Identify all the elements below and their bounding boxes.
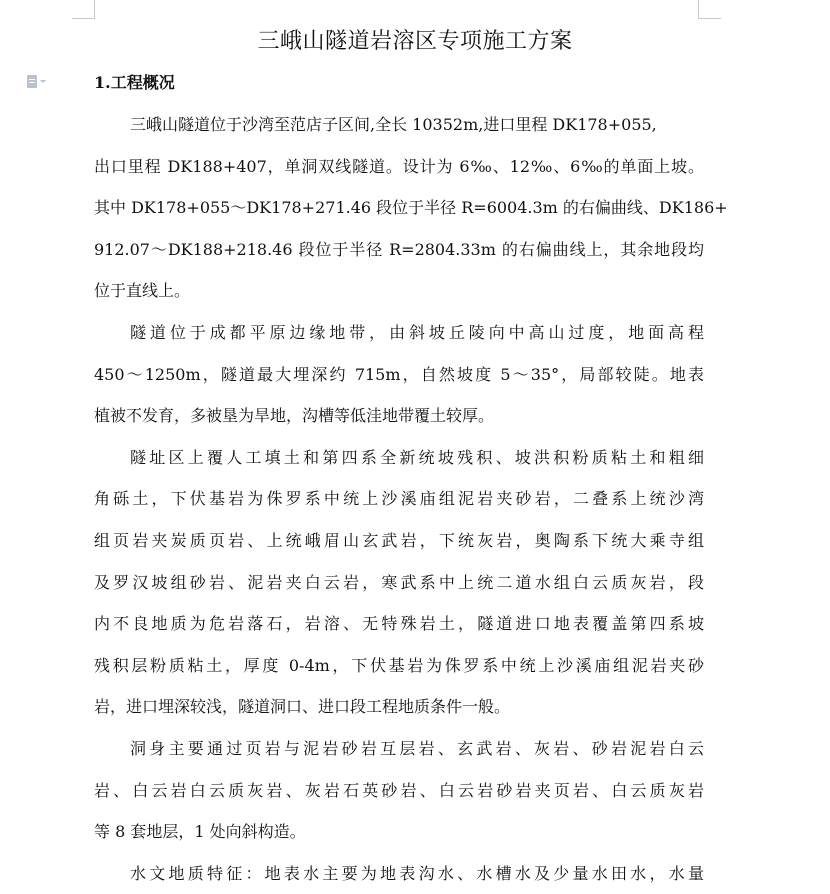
document-outline-icon[interactable] xyxy=(27,73,53,89)
text-line: 三峨山隧道位于沙湾至范店子区间,全长 10352m,进口里程 DK178+055, xyxy=(130,115,657,134)
chevron-down-icon xyxy=(40,80,46,83)
crop-mark-top-left xyxy=(72,0,95,19)
text-line: 位于直线上。 xyxy=(94,281,191,301)
text-line: 隧道位于成都平原边缘地带，由斜坡丘陵向中高山过度，地面高程 xyxy=(130,322,704,342)
text-line: 洞身主要通过页岩与泥岩砂岩互层岩、玄武岩、灰岩、砂岩泥岩白云 xyxy=(130,738,704,758)
document-body xyxy=(94,104,728,894)
crop-mark-top-right xyxy=(698,0,721,19)
text-line: 残积层粉质粘土，厚度 0-4m，下伏基岩为侏罗系中统上沙溪庙组泥岩夹砂 xyxy=(94,655,704,675)
text-line: 等 8 套地层，1 处向斜构造。 xyxy=(94,822,306,842)
page-icon xyxy=(27,75,37,88)
text-line: 组页岩夹炭质页岩、上统峨眉山玄武岩，下统灰岩，奥陶系下统大乘寺组 xyxy=(94,530,704,550)
text-line: 水文地质特征：地表水主要为地表沟水、水槽水及少量水田水，水量 xyxy=(130,863,704,883)
text-line: 岩，进口埋深较浅，隧道洞口、进口段工程地质条件一般。 xyxy=(94,697,511,717)
text-line: 出口里程 DK188+407，单洞双线隧道。设计为 6‰、12‰、6‰的单面上坡。 xyxy=(94,156,704,176)
text-line: 450～1250m，隧道最大埋深约 715m，自然坡度 5～35°，局部较陡。地表 xyxy=(94,364,704,384)
text-line: 隧址区上覆人工填土和第四系全新统坡残积、坡洪积粉质粘土和粗细 xyxy=(130,447,704,467)
section-heading: 1.工程概况 xyxy=(94,73,175,92)
text-line: 角砾土，下伏基岩为侏罗系中统上沙溪庙组泥岩夹砂岩，二叠系上统沙湾 xyxy=(94,489,704,509)
document-title: 三峨山隧道岩溶区专项施工方案 xyxy=(257,29,573,54)
text-line: 植被不发育，多被垦为旱地，沟槽等低洼地带覆土较厚。 xyxy=(94,406,495,426)
text-line: 912.07～DK188+218.46 段位于半径 R=2804.33m 的右偏曲线上，其余地段均 xyxy=(94,239,704,259)
text-line: 岩、白云岩白云质灰岩、灰岩石英砂岩、白云岩砂岩夹页岩、白云质灰岩 xyxy=(94,780,704,800)
text-line: 及罗汉坡组砂岩、泥岩夹白云岩，寒武系中上统二道水组白云质灰岩，段 xyxy=(94,572,704,592)
text-line: 内不良地质为危岩落石，岩溶、无特殊岩土，隧道进口地表覆盖第四系坡 xyxy=(94,614,704,634)
text-line: 其中 DK178+055～DK178+271.46 段位于半径 R=6004.3m 的右偏曲线、DK186+ xyxy=(94,198,728,218)
